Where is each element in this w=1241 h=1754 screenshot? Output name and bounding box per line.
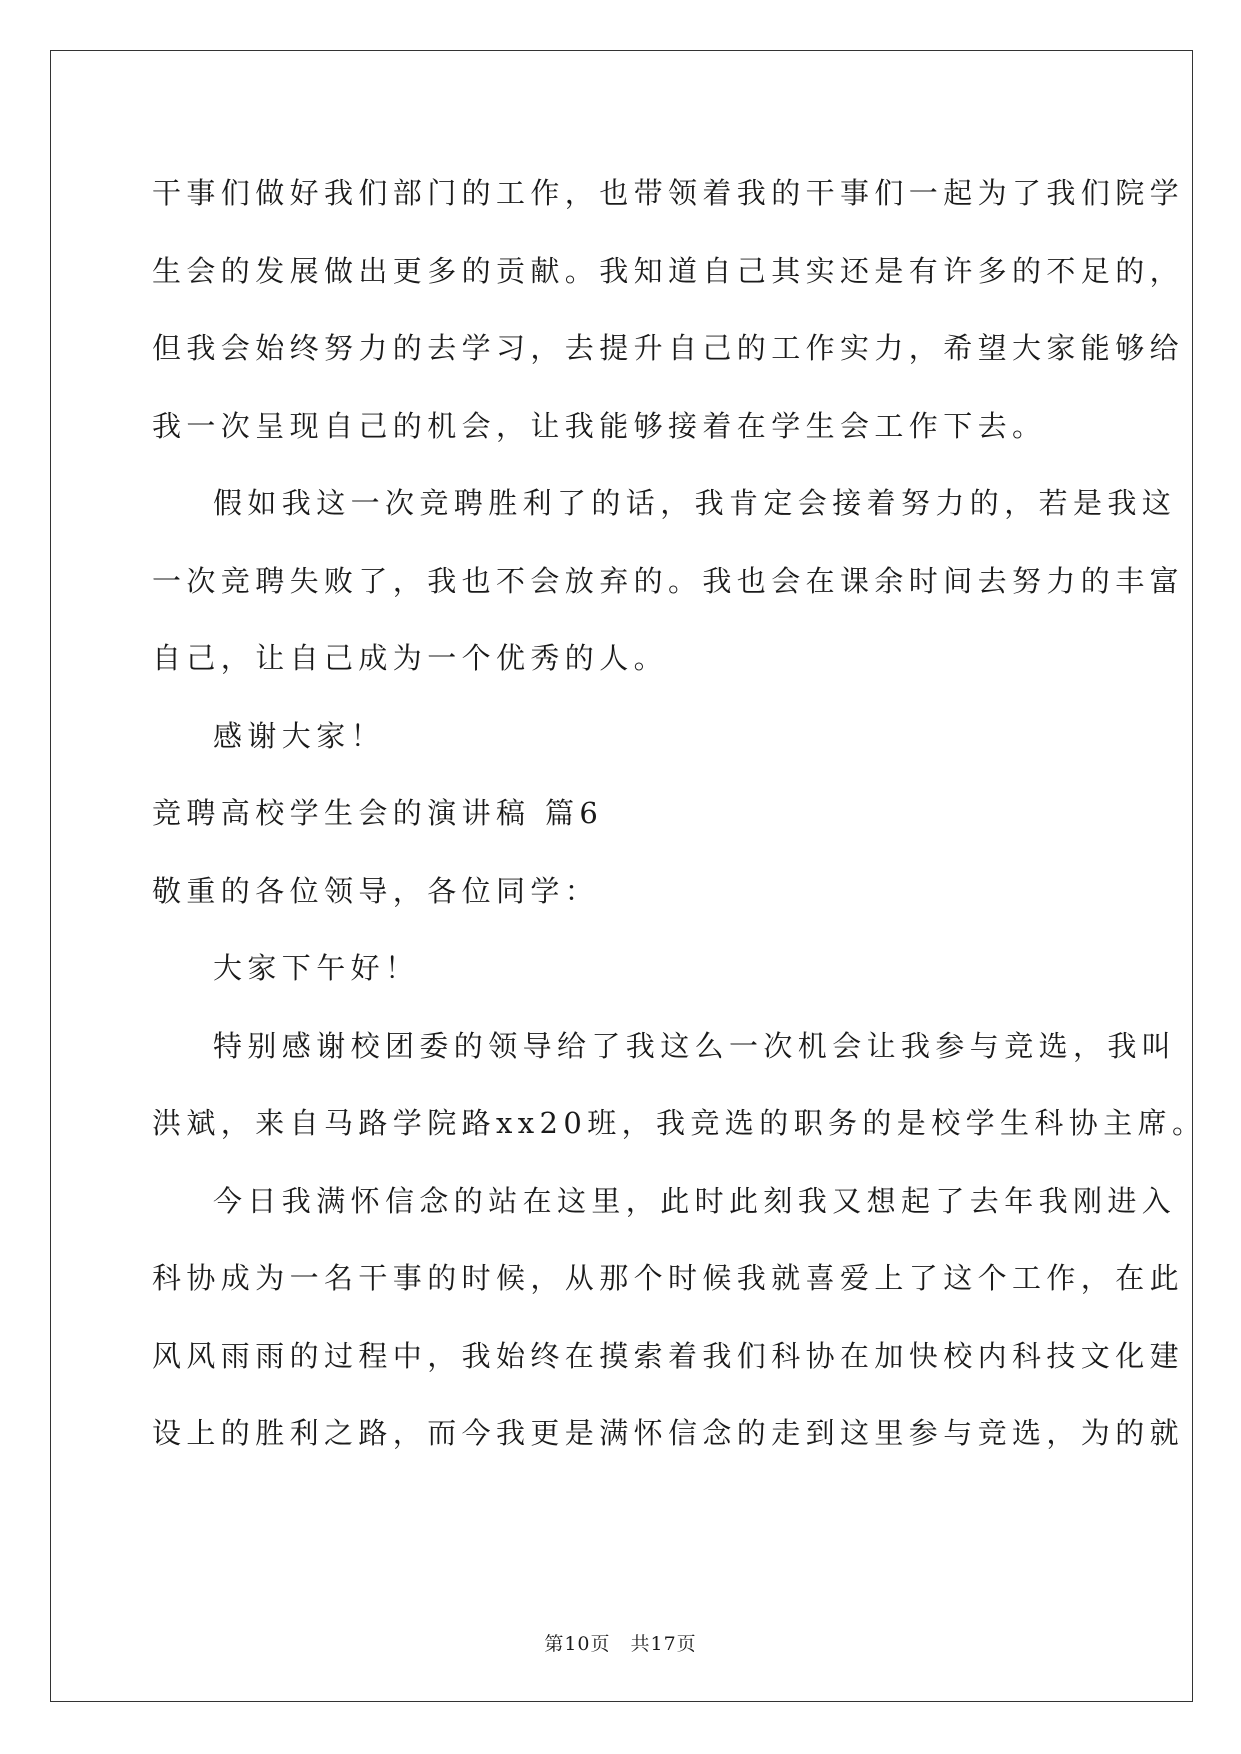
text-line: 生会的发展做出更多的贡献。我知道自己其实还是有许多的不足的， (152, 254, 1185, 288)
text-line: 科协成为一名干事的时候，从那个时候我就喜爱上了这个工作，在此 (152, 1261, 1185, 1295)
section-heading: 竞聘高校学生会的演讲稿 篇6 (152, 796, 604, 830)
text-line: 设上的胜利之路，而今我更是满怀信念的走到这里参与竞选，为的就 (152, 1416, 1185, 1450)
text-line: 感谢大家！ (213, 719, 386, 753)
text-line: 自己，让自己成为一个优秀的人。 (152, 641, 669, 675)
text-line: 干事们做好我们部门的工作，也带领着我的干事们一起为了我们院学 (152, 176, 1185, 210)
page-number-footer: 第10页 共17页 (544, 1633, 697, 1655)
text-line: 风风雨雨的过程中，我始终在摸索着我们科协在加快校内科技文化建 (152, 1339, 1185, 1373)
salutation: 敬重的各位领导，各位同学： (152, 874, 600, 908)
text-line: 今日我满怀信念的站在这里，此时此刻我又想起了去年我刚进入 (213, 1184, 1177, 1218)
text-line: 假如我这一次竞聘胜利了的话，我肯定会接着努力的，若是我这 (213, 486, 1177, 520)
text-line: 特别感谢校团委的领导给了我这么一次机会让我参与竞选，我叫 (213, 1029, 1177, 1063)
text-line: 但我会始终努力的去学习，去提升自己的工作实力，希望大家能够给 (152, 331, 1185, 365)
text-line: 一次竞聘失败了，我也不会放弃的。我也会在课余时间去努力的丰富 (152, 564, 1185, 598)
greeting: 大家下午好！ (213, 951, 420, 985)
text-line: 我一次呈现自己的机会，让我能够接着在学生会工作下去。 (152, 409, 1047, 443)
text-line: 洪斌，来自马路学院路xx20班，我竞选的职务的是校学生科协主席。 (152, 1106, 1207, 1140)
